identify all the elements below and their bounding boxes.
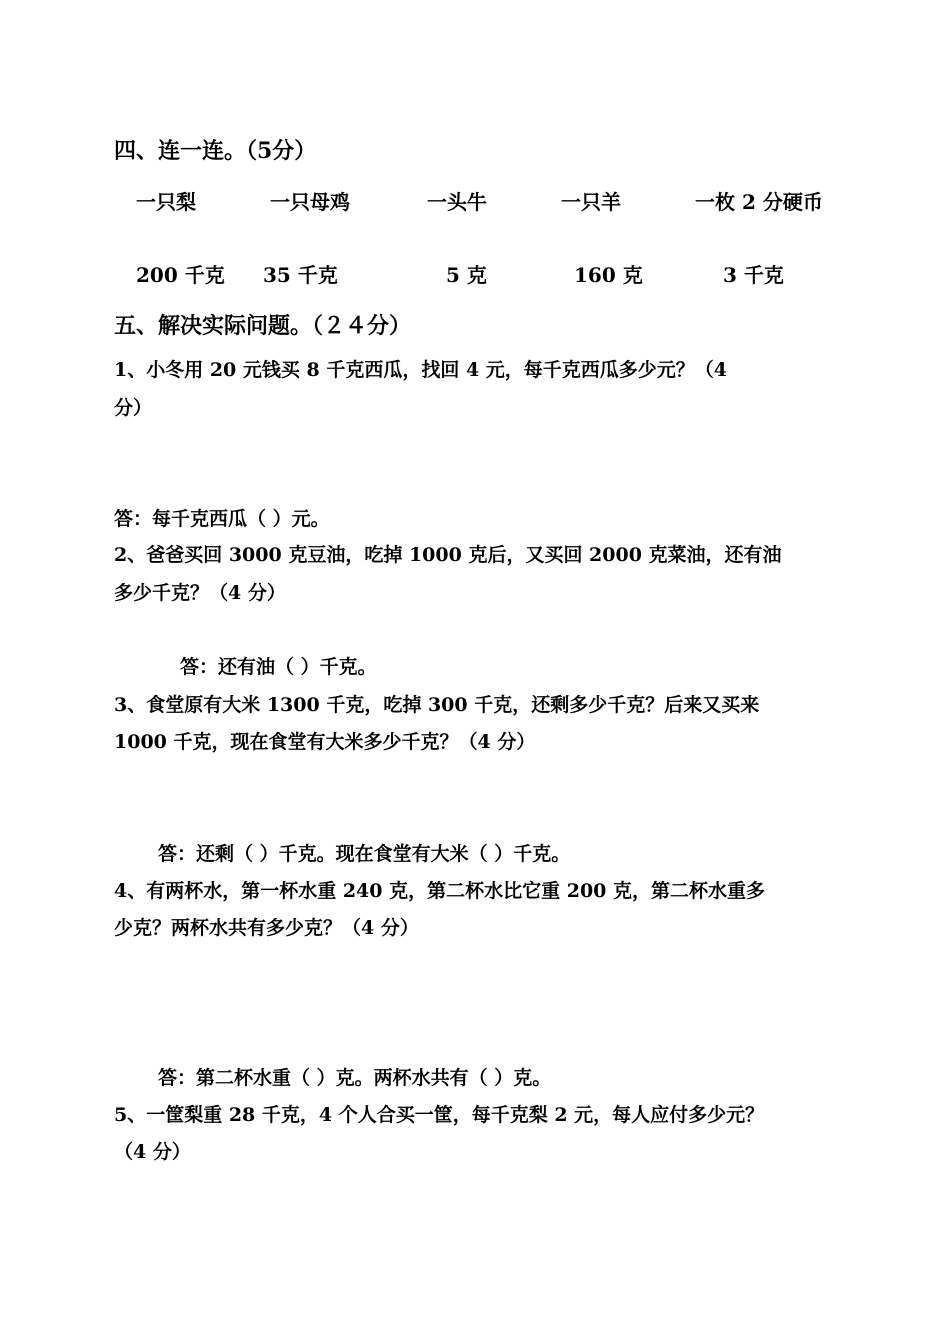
question-2-line-2: 多少千克？（4 分） [114,582,286,604]
question-3-line-1: 3、食堂原有大米 1300 千克，吃掉 300 千克，还剩多少千克？后来又买来 [114,694,760,716]
match-weight-160g: 160 克 [574,263,643,287]
match-weight-3kg: 3 千克 [723,263,784,287]
match-item-hen: 一只母鸡 [270,190,350,214]
question-4-line-2: 少克？两杯水共有多少克？（4 分） [114,917,419,939]
match-item-pear: 一只梨 [136,190,196,214]
answer-1: 答：每千克西瓜（ ）元。 [114,508,330,530]
question-2-line-1: 2、爸爸买回 3000 克豆油，吃掉 1000 克后，又买回 2000 克菜油，还有油 [114,544,782,566]
answer-3: 答：还剩（ ）千克。现在食堂有大米（ ）千克。 [158,843,571,865]
answer-4: 答：第二杯水重（ ）克。两杯水共有（ ）克。 [158,1067,552,1089]
question-4-line-1: 4、有两杯水，第一杯水重 240 克，第二杯水比它重 200 克，第二杯水重多 [114,880,766,902]
match-item-cow: 一头牛 [427,190,487,214]
answer-2: 答：还有油（ ）千克。 [180,656,377,678]
match-item-coin: 一枚 2 分硬币 [695,190,823,214]
question-1-line-2: 分） [114,397,153,419]
question-5-line-2: （4 分） [114,1141,191,1163]
question-5-line-1: 5、一筐梨重 28 千克，4 个人合买一筐，每千克梨 2 元，每人应付多少元？ [114,1104,765,1126]
match-item-sheep: 一只羊 [561,190,621,214]
match-weight-5g: 5 克 [446,263,487,287]
section5-title: 五、解决实际问题。（２４分） [114,313,412,339]
match-weight-35kg: 35 千克 [263,263,338,287]
match-weight-200kg: 200 千克 [136,263,225,287]
section4-title: 四、连一连。（5分） [114,138,317,164]
question-1-line-1: 1、小冬用 20 元钱买 8 千克西瓜，找回 4 元，每千克西瓜多少元？（4 [114,359,728,381]
question-3-line-2: 1000 千克，现在食堂有大米多少千克？（4 分） [114,731,536,753]
